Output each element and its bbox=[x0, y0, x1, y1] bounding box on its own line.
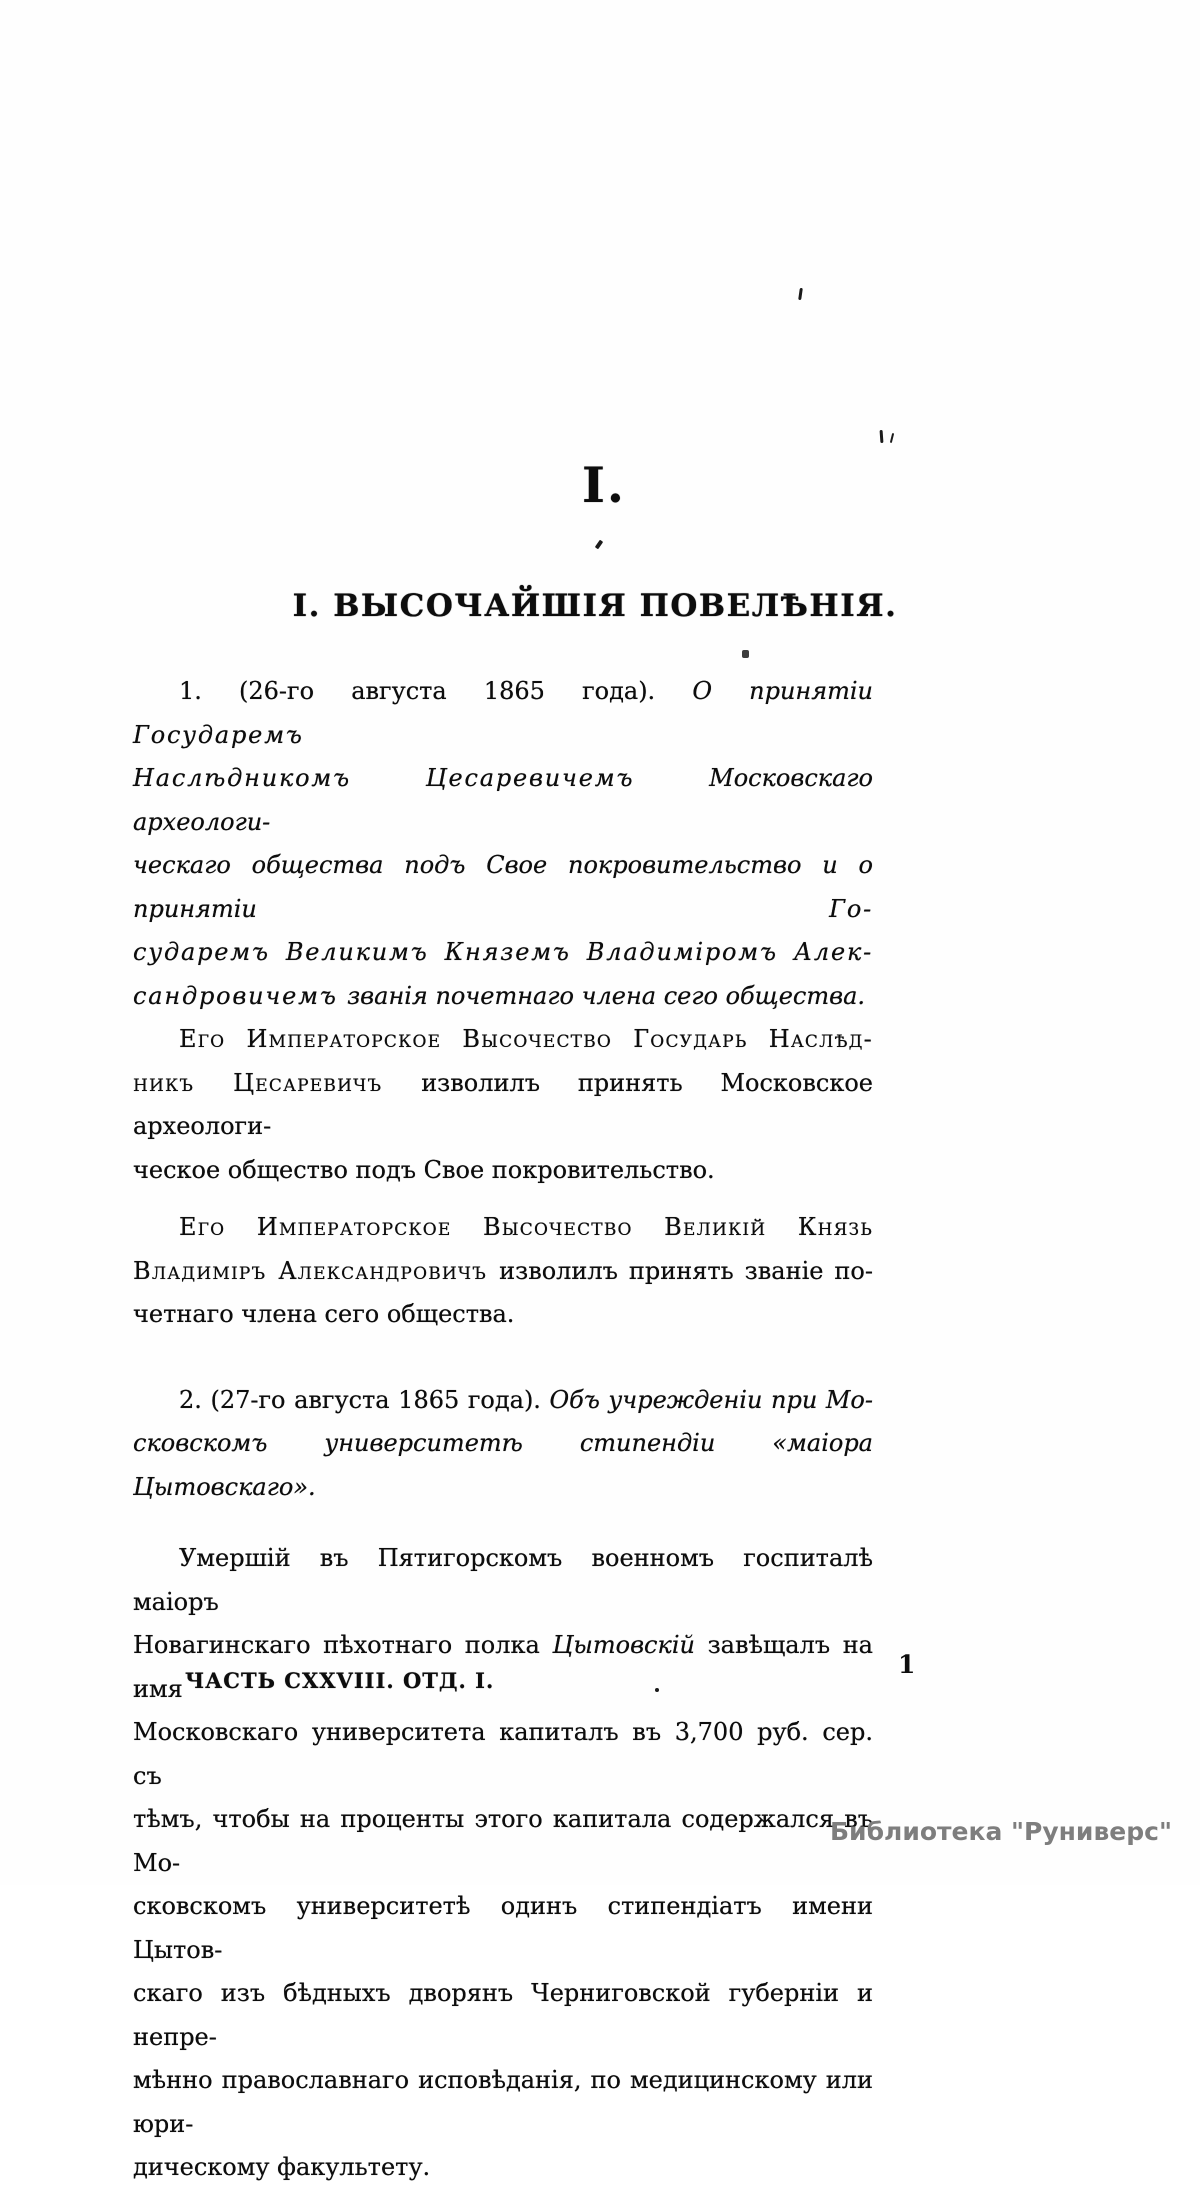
text-line bbox=[133, 757, 873, 844]
text-line bbox=[133, 1885, 873, 1972]
text-segment: дическому факультету. bbox=[133, 2153, 431, 2181]
decree-item-2-heading bbox=[133, 1379, 873, 1510]
text-line bbox=[133, 1379, 873, 1423]
text-segment: 2. (27-го августа 1865 года). bbox=[179, 1385, 550, 1414]
text-segment: 1. (26-го августа 1865 года). bbox=[179, 677, 693, 705]
text-column bbox=[133, 670, 873, 2190]
text-segment: никъ Цесаревичъ bbox=[133, 1068, 422, 1097]
text-line bbox=[133, 1018, 873, 1062]
library-watermark: Библиотека "Руниверс" bbox=[830, 1817, 1172, 1846]
text-line bbox=[133, 1422, 873, 1509]
footer-part-signature: ЧАСТЬ CXXVIII. ОТД. I. bbox=[185, 1668, 495, 1693]
text-line bbox=[133, 1206, 873, 1250]
text-segment: тѣмъ, чтобы на проценты этого капитала содержался въ Мо- bbox=[133, 1805, 873, 1877]
text-segment: Цытовскій bbox=[552, 1631, 695, 1659]
ink-speck bbox=[890, 433, 894, 443]
text-segment: Го- bbox=[829, 894, 873, 923]
text-segment: сандровичемъ bbox=[133, 981, 348, 1010]
ink-speck bbox=[595, 540, 603, 550]
text-segment: Умершій въ Пятигорскомъ военномъ госпиталѣ маіоръ bbox=[133, 1544, 873, 1616]
text-line bbox=[133, 1537, 873, 1624]
text-line bbox=[133, 1149, 873, 1193]
chapter-numeral: I. bbox=[582, 456, 626, 514]
text-segment: Его Императорское Высочество Великій Князь bbox=[179, 1213, 873, 1241]
text-segment: О принятіи bbox=[692, 677, 874, 705]
text-segment: сударемъ Великимъ Княземъ Владиміромъ Алек- bbox=[133, 938, 873, 966]
text-line bbox=[133, 931, 873, 975]
text-line bbox=[133, 975, 873, 1019]
text-segment: изволилъ принять званіе по- bbox=[499, 1256, 873, 1285]
decree-item-2-body bbox=[133, 1537, 873, 2190]
decree-item-1-heading bbox=[133, 670, 873, 1018]
text-line bbox=[133, 1293, 873, 1337]
text-segment: званія почетнаго члена сего общества. bbox=[347, 981, 866, 1010]
text-segment: Государемъ bbox=[133, 720, 304, 749]
text-segment: Владиміръ Александровичъ bbox=[133, 1256, 500, 1285]
text-segment: Московскаго археологи- bbox=[133, 764, 873, 836]
text-segment: Наслѣдникомъ Цесаревичемъ bbox=[133, 764, 710, 792]
text-segment: изволилъ принять Московское археологи- bbox=[133, 1068, 873, 1140]
text-line bbox=[133, 844, 873, 931]
text-line bbox=[133, 1972, 873, 2059]
text-line bbox=[133, 1711, 873, 1798]
text-line bbox=[133, 1062, 873, 1149]
text-segment: четнаго члена сего общества. bbox=[133, 1300, 515, 1328]
text-line bbox=[133, 670, 873, 757]
text-segment: ческаго общества подъ Свое покровительство и о принятіи bbox=[133, 851, 873, 923]
text-segment: Новагинскаго пѣхотнаго полка bbox=[133, 1631, 553, 1659]
section-title: І. ВЫСОЧАЙШІЯ ПОВЕЛѢНІЯ. bbox=[292, 588, 898, 624]
text-segment: завѣщалъ на имя bbox=[133, 1631, 873, 1703]
text-line bbox=[133, 2146, 873, 2190]
page-number: 1 bbox=[898, 1650, 916, 1679]
text-segment: Объ учрежденіи при Мо- bbox=[549, 1385, 873, 1414]
text-segment: скаго изъ бѣдныхъ дворянъ Черниговской губерніи и непре- bbox=[133, 1979, 873, 2051]
text-segment: мѣнно православнаго исповѣданія, по медицинскому или юри- bbox=[133, 2066, 873, 2138]
ink-speck bbox=[880, 430, 884, 443]
text-segment: ческое общество подъ Свое покровительство. bbox=[133, 1155, 715, 1184]
text-segment: сковскомъ университетѣ одинъ стипендіатъ имени Цытов- bbox=[133, 1892, 873, 1964]
decree-item-1-body-a bbox=[133, 1018, 873, 1192]
ink-speck bbox=[655, 1688, 659, 1692]
text-segment: сковскомъ университетѣ стипендіи «маіора Цытовскаго». bbox=[133, 1429, 873, 1501]
text-line bbox=[133, 2059, 873, 2146]
text-segment: Его Императорское Высочество Государь Наслѣд- bbox=[179, 1025, 873, 1053]
text-segment: Московскаго университета капиталъ въ 3,700 руб. сер. съ bbox=[133, 1718, 873, 1790]
decree-item-1-body-b bbox=[133, 1206, 873, 1337]
ink-speck bbox=[798, 288, 803, 300]
text-line bbox=[133, 1798, 873, 1885]
text-line bbox=[133, 1250, 873, 1294]
ink-speck bbox=[742, 650, 749, 658]
